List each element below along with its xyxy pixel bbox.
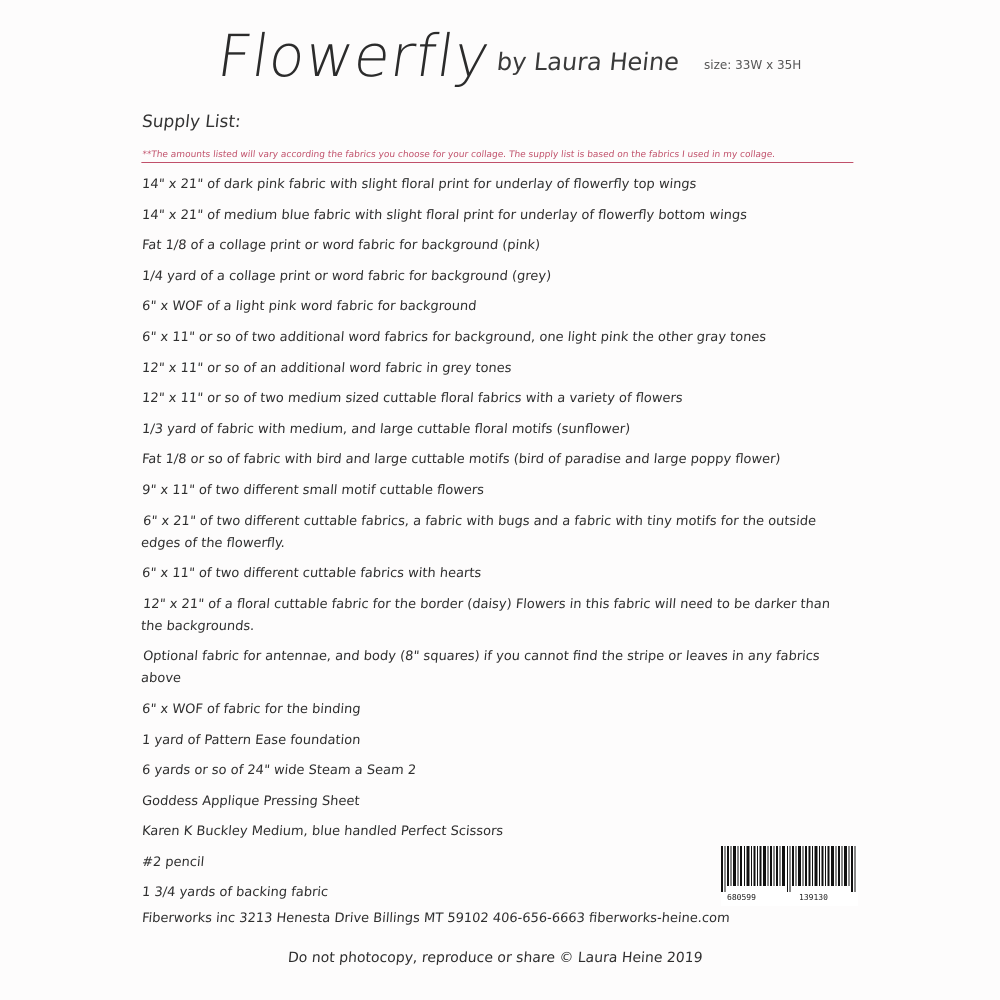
supply-item: Optional fabric for antennae, and body (8" squares) if you cannot find the stripe or leaves in any fabrics above xyxy=(140,649,821,687)
supply-item: 1 3/4 yards of backing fabric xyxy=(141,885,329,901)
supply-item: 1/3 yard of fabric with medium, and large cuttable floral motifs (sunflower) xyxy=(141,421,631,437)
supply-item: Fat 1/8 or so of fabric with bird and large cuttable motifs (bird of paradise and large poppy flower) xyxy=(141,452,782,468)
barcode-bars xyxy=(721,846,858,892)
supply-item: 14" x 21" of medium blue fabric with slight floral print for underlay of flowerfly bottom wings xyxy=(141,207,748,223)
barcode-number-right: 139130 xyxy=(799,893,828,902)
barcode-number-left: 680599 xyxy=(727,893,756,902)
supply-list xyxy=(142,174,854,913)
supply-note: **The amounts listed will vary according the fabrics you choose for your collage. The supply list is based on the fabrics I used in my collage. xyxy=(141,150,854,163)
supply-item: Goddess Applique Pressing Sheet xyxy=(141,793,361,809)
quilt-size: size: 33W x 35H xyxy=(704,58,802,72)
supply-item: #2 pencil xyxy=(141,854,205,870)
supply-item: 6" x WOF of fabric for the binding xyxy=(141,701,362,717)
supply-item: 6" x 21" of two different cuttable fabrics, a fabric with bugs and a fabric with tiny motifs for the outside edges of the flowerfly. xyxy=(140,513,817,551)
supply-item: 6" x 11" or so of two additional word fabrics for background, one light pink the other gray tones xyxy=(141,329,767,345)
supply-item: Karen K Buckley Medium, blue handled Perfect Scissors xyxy=(141,824,504,840)
designer-byline: by Laura Heine xyxy=(495,48,681,76)
supply-item: 12" x 11" or so of an additional word fabric in grey tones xyxy=(141,360,513,376)
pattern-title: Flowerfly xyxy=(213,22,495,90)
supply-item: 6" x WOF of a light pink word fabric for background xyxy=(141,299,478,315)
supply-item: 1/4 yard of a collage print or word fabric for background (grey) xyxy=(141,268,552,284)
supply-item: 6" x 11" of two different cuttable fabrics with hearts xyxy=(141,566,482,582)
barcode xyxy=(721,846,858,906)
copyright-notice: Do not photocopy, reproduce or share © Laura Heine 2019 xyxy=(287,950,704,966)
supply-item: 12" x 21" of a floral cuttable fabric for the border (daisy) Flowers in this fabric will need to be darker than the backgrounds. xyxy=(140,596,831,634)
publisher-address: Fiberworks inc 3213 Henesta Drive Billings MT 59102 406-656-6663 fiberworks-heine.com xyxy=(141,911,731,926)
supply-item: 6 yards or so of 24" wide Steam a Seam 2 xyxy=(141,763,417,779)
supply-item: 1 yard of Pattern Ease foundation xyxy=(141,732,362,748)
supply-list-heading: Supply List: xyxy=(140,112,242,132)
supply-item: 12" x 11" or so of two medium sized cuttable floral fabrics with a variety of flowers xyxy=(141,391,684,407)
supply-item: 9" x 11" of two different small motif cuttable flowers xyxy=(141,482,485,498)
supply-item: 14" x 21" of dark pink fabric with slight floral print for underlay of flowerfly top wings xyxy=(141,177,698,192)
supply-item: Fat 1/8 of a collage print or word fabric for background (pink) xyxy=(141,238,541,254)
